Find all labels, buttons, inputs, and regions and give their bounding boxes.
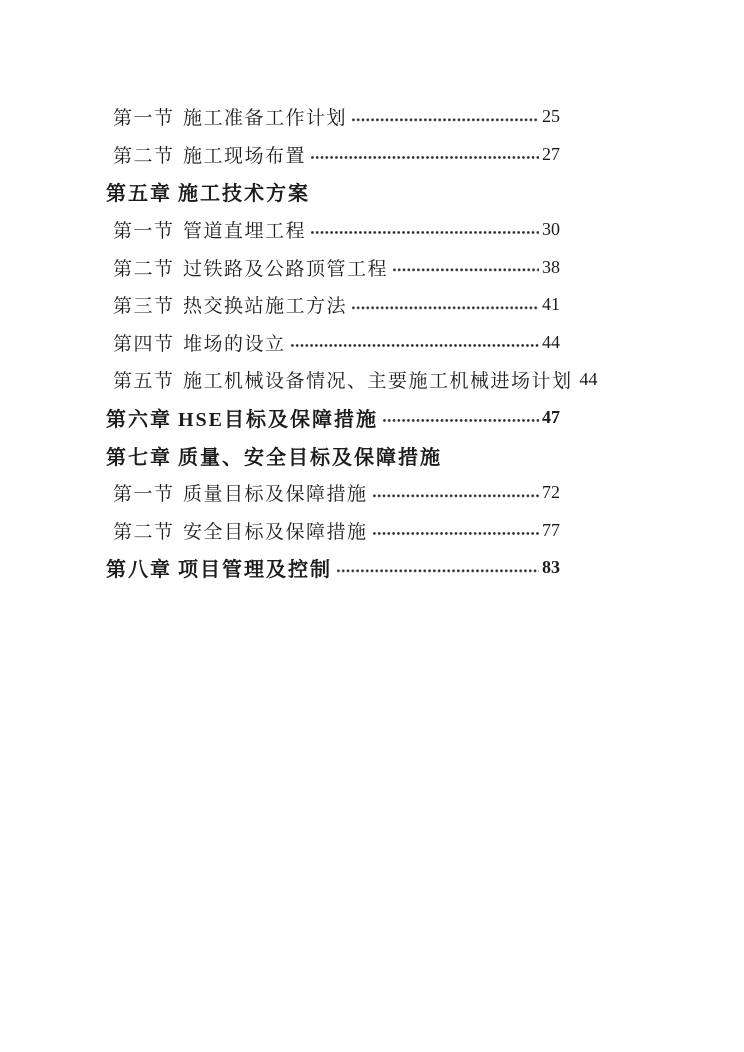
dot-leader [351, 98, 539, 136]
toc-entry [113, 361, 598, 399]
toc-entry-label: 第二节 [113, 258, 175, 280]
toc-entry [106, 549, 560, 587]
toc-entry-page: 77 [542, 519, 560, 540]
toc-entry-page: 27 [542, 143, 560, 164]
toc-entry-label: 第三节 [113, 296, 175, 318]
dot-leader [392, 248, 539, 286]
toc-entry-title: 管道直埋工程 [183, 221, 307, 243]
toc-entry [113, 324, 560, 362]
toc-entry-title: 施工机械设备情况、主要施工机械进场计划 [183, 371, 573, 393]
toc-entry-page: 44 [579, 369, 598, 390]
toc-entry-title: 项目管理及控制 [178, 559, 332, 582]
toc-entry-title: 施工准备工作计划 [183, 108, 348, 130]
toc-entry-title: 施工现场布置 [183, 145, 307, 167]
toc-entry-page: 72 [542, 482, 560, 503]
toc-entry-page: 30 [542, 219, 560, 240]
toc-entry [113, 211, 560, 249]
dot-leader [310, 211, 539, 249]
toc-entry-label: 第五章 [106, 183, 172, 206]
toc-entry [113, 512, 560, 550]
toc-entry-title: HSE目标及保障措施 [178, 409, 379, 432]
toc-entry-page: 38 [542, 256, 560, 277]
toc-entry-label: 第一节 [113, 484, 175, 506]
dot-leader [382, 399, 539, 437]
dot-leader [372, 512, 539, 550]
dot-leader [372, 474, 539, 512]
dot-leader [310, 136, 539, 174]
toc-entry-page: 47 [542, 407, 560, 428]
dot-leader [351, 286, 539, 324]
toc-entry-title: 过铁路及公路顶管工程 [183, 258, 389, 280]
toc-entry [106, 399, 560, 437]
toc-entry-title: 质量、安全目标及保障措施 [178, 446, 442, 469]
toc-entry [113, 474, 560, 512]
toc-entry-label: 第二节 [113, 145, 175, 167]
toc-entry [113, 136, 560, 174]
toc-entry-title: 堆场的设立 [183, 333, 286, 355]
toc-entry-title: 施工技术方案 [178, 183, 310, 206]
toc-entry-page: 83 [542, 557, 560, 578]
toc-entry-page: 25 [542, 106, 560, 127]
dot-leader [336, 549, 539, 587]
toc-entry-label: 第一节 [113, 108, 175, 130]
toc-entry-label: 第一节 [113, 221, 175, 243]
toc-entry-label: 第八章 [106, 559, 172, 582]
toc-entry-page: 41 [542, 294, 560, 315]
toc-entry-label: 第六章 [106, 409, 172, 432]
toc-entry [106, 436, 560, 474]
toc-entry-page: 44 [542, 331, 560, 352]
toc-entry-label: 第二节 [113, 521, 175, 543]
toc-entry-label: 第五节 [113, 371, 175, 393]
toc-entry [113, 98, 560, 136]
toc-entry-title: 安全目标及保障措施 [183, 521, 368, 543]
toc-entry-label: 第四节 [113, 333, 175, 355]
toc-entry-label: 第七章 [106, 446, 172, 469]
toc-entry [106, 173, 560, 211]
toc-entry [113, 286, 560, 324]
dot-leader [290, 324, 539, 362]
toc-entry-title: 热交换站施工方法 [183, 296, 348, 318]
table-of-contents [0, 98, 744, 587]
toc-entry [113, 248, 560, 286]
toc-entry-title: 质量目标及保障措施 [183, 484, 368, 506]
